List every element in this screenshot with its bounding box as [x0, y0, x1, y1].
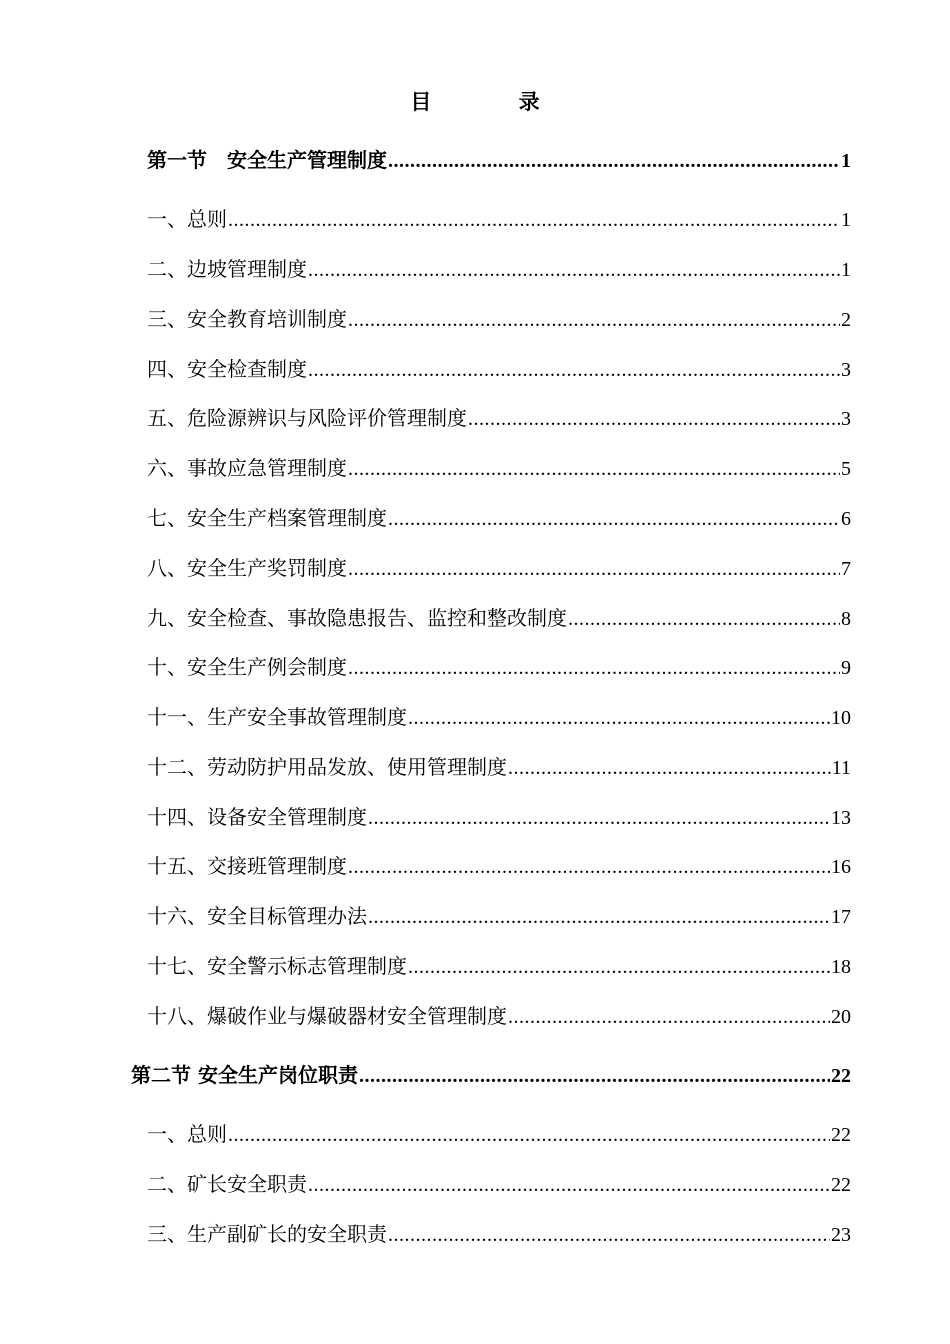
toc-entry-label: 十四、设备安全管理制度	[147, 805, 367, 829]
toc-entry-label: 第二节 安全生产岗位职责	[131, 1063, 358, 1087]
toc-entry-label: 一、总则	[147, 207, 227, 231]
toc-dot-leader	[308, 355, 840, 385]
toc-entry-label: 十六、安全目标管理办法	[147, 904, 367, 928]
toc-entry-page: 22	[831, 1065, 851, 1087]
toc-dot-leader	[468, 404, 840, 434]
toc-dot-leader	[508, 1002, 830, 1032]
toc-entry[interactable]	[147, 752, 851, 782]
toc-entry[interactable]	[147, 652, 851, 682]
toc-entry-page: 1	[841, 259, 851, 281]
toc-entry-page: 11	[831, 757, 851, 779]
toc-dot-leader	[508, 753, 831, 783]
toc-entry[interactable]	[147, 901, 851, 931]
toc-entry-label: 十二、劳动防护用品发放、使用管理制度	[147, 755, 507, 779]
toc-dot-leader	[308, 1170, 830, 1200]
toc-entry[interactable]	[131, 1060, 851, 1090]
toc-entry-label: 八、安全生产奖罚制度	[147, 556, 347, 580]
toc-entry-page: 22	[831, 1124, 851, 1146]
toc-entry[interactable]	[147, 1219, 851, 1249]
toc-entry-page: 3	[841, 359, 851, 381]
toc-entry-label: 第一节 安全生产管理制度	[147, 148, 387, 172]
toc-entry-label: 五、危险源辨识与风险评价管理制度	[147, 406, 467, 430]
toc-dot-leader	[388, 1220, 830, 1250]
toc-entry-label: 十五、交接班管理制度	[147, 854, 347, 878]
toc-dot-leader	[228, 205, 840, 235]
toc-entry-page: 6	[841, 508, 851, 530]
toc-entry-page: 18	[831, 956, 851, 978]
toc-entry-label: 十八、爆破作业与爆破器材安全管理制度	[147, 1004, 507, 1028]
toc-entry-page: 9	[841, 657, 851, 679]
toc-entry[interactable]	[147, 354, 851, 384]
toc-dot-leader	[348, 454, 840, 484]
toc-entry[interactable]	[147, 254, 851, 284]
toc-entry[interactable]	[147, 204, 851, 234]
toc-entry[interactable]	[147, 1169, 851, 1199]
toc-dot-leader	[368, 902, 830, 932]
toc-entry-label: 四、安全检查制度	[147, 357, 307, 381]
toc-entry[interactable]	[147, 802, 851, 832]
toc-dot-leader	[359, 1061, 830, 1091]
toc-entry-label: 二、边坡管理制度	[147, 257, 307, 281]
toc-entry-label: 六、事故应急管理制度	[147, 456, 347, 480]
toc-dot-leader	[368, 803, 830, 833]
toc-entry-page: 20	[831, 1006, 851, 1028]
toc-entry-page: 10	[831, 707, 851, 729]
toc-dot-leader	[308, 255, 840, 285]
toc-entry[interactable]	[147, 403, 851, 433]
toc-entry[interactable]	[147, 851, 851, 881]
toc-entry[interactable]	[147, 951, 851, 981]
toc-dot-leader	[388, 146, 840, 176]
toc-entry[interactable]	[147, 453, 851, 483]
toc-dot-leader	[408, 952, 830, 982]
toc-dot-leader	[348, 653, 840, 683]
toc-entry[interactable]	[147, 145, 851, 175]
toc-entry-label: 一、总则	[147, 1122, 227, 1146]
toc-dot-leader	[408, 703, 830, 733]
toc-entry-page: 16	[831, 856, 851, 878]
toc-entry-label: 九、安全检查、事故隐患报告、监控和整改制度	[147, 606, 567, 630]
toc-entry-page: 17	[831, 906, 851, 928]
toc-entry-page: 1	[841, 209, 851, 231]
toc-dot-leader	[348, 852, 830, 882]
toc-entry-page: 8	[841, 608, 851, 630]
toc-entry[interactable]	[147, 702, 851, 732]
toc-dot-leader	[348, 554, 840, 584]
toc-entry[interactable]	[147, 1119, 851, 1149]
toc-dot-leader	[228, 1120, 830, 1150]
toc-dot-leader	[348, 305, 840, 335]
toc-entry-page: 3	[841, 408, 851, 430]
toc-title: 目 录	[410, 89, 580, 114]
toc-entry-label: 七、安全生产档案管理制度	[147, 506, 387, 530]
toc-entry-page: 7	[841, 558, 851, 580]
toc-entry-page: 1	[841, 150, 851, 172]
toc-entry[interactable]	[147, 503, 851, 533]
toc-entry-label: 十七、安全警示标志管理制度	[147, 954, 407, 978]
toc-entry[interactable]	[147, 603, 851, 633]
toc-entry-label: 十一、生产安全事故管理制度	[147, 705, 407, 729]
toc-dot-leader	[568, 604, 840, 634]
toc-entry-page: 22	[831, 1174, 851, 1196]
toc-entry-page: 2	[841, 309, 851, 331]
toc-dot-leader	[388, 504, 840, 534]
toc-entry-page: 5	[841, 458, 851, 480]
toc-entry-label: 三、生产副矿长的安全职责	[147, 1222, 387, 1246]
toc-entry[interactable]	[147, 553, 851, 583]
toc-entry-label: 十、安全生产例会制度	[147, 655, 347, 679]
toc-entry-page: 13	[831, 807, 851, 829]
toc-entry-label: 三、安全教育培训制度	[147, 307, 347, 331]
toc-entry[interactable]	[147, 304, 851, 334]
toc-entry-page: 23	[831, 1224, 851, 1246]
toc-entry[interactable]	[147, 1001, 851, 1031]
toc-entry-label: 二、矿长安全职责	[147, 1172, 307, 1196]
